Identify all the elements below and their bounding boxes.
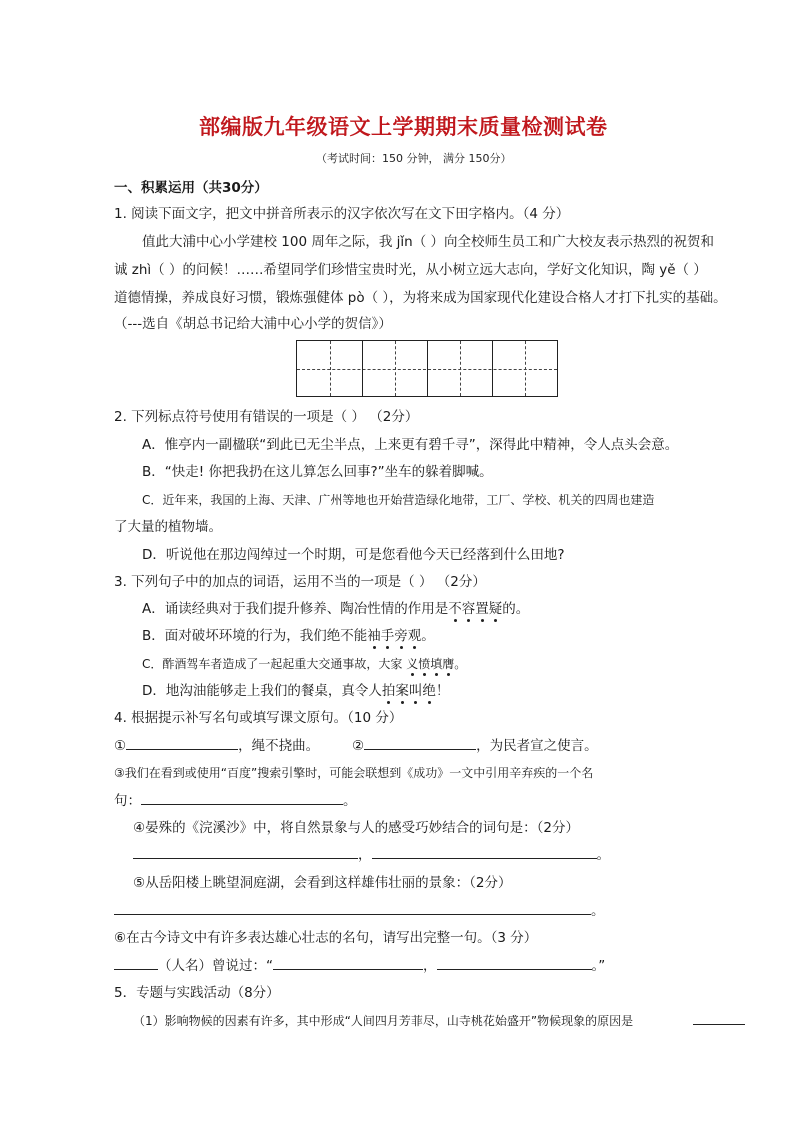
option-b: B．“快走! 你把我扔在这儿算怎么回事?”坐车的躲着脚喊。 [142, 464, 493, 480]
emphasis-char: 疑 [488, 601, 503, 617]
option-text: C．酢酒驾车者造成了一起起重大交通事故，大家 [142, 657, 407, 671]
option-text: B．面对破坏环境的行为，我们绝不能 [142, 628, 368, 644]
emphasis-char: 手 [380, 628, 395, 644]
answer-blank[interactable] [114, 902, 591, 915]
fill-line-6-answer [114, 957, 605, 975]
punctuation: ， [423, 958, 437, 974]
question-3-stem: 3. 下列句子中的加点的词语，运用不当的一项是（ ） （2分） [114, 574, 486, 590]
option-c: C．近年来，我国的上海、天津、广州等地也开始营造绿化地带，工厂、学校、机关的四周也建造 [142, 493, 655, 507]
option-text: ！ [435, 683, 450, 699]
option-text: 。 [421, 628, 435, 644]
option-a: A．惟亭内一副楹联“到此已无尘半点，上来更有碧千寻”，深得此中精神，令人点头会意。 [142, 437, 679, 453]
tianzige-answer-grid[interactable] [296, 340, 558, 397]
grid-cell[interactable] [493, 341, 557, 396]
fill-line-3: ③我们在看到或使用“百度”搜索引擎时，可能会联想到《成功》一文中引用辛弃疾的一个名 [114, 766, 594, 780]
dotted-term [367, 628, 421, 644]
prompt-text: （人名）曾说过：“ [158, 958, 273, 974]
answer-blank[interactable] [273, 957, 423, 970]
question-1-source: （---选自《胡总书记给大浦中心小学的贺信》） [114, 316, 392, 332]
prompt-text: ，绳不挠曲。 [238, 738, 320, 754]
fill-line-1 [114, 737, 319, 755]
emphasis-char: 愤 [418, 657, 431, 671]
answer-blank[interactable] [126, 737, 238, 750]
emphasis-char: 置 [475, 601, 489, 617]
punctuation: ， [358, 847, 372, 863]
grid-cell[interactable] [428, 341, 493, 396]
answer-blank[interactable] [114, 957, 158, 970]
option-c-continued: 了大量的植物墙。 [114, 519, 222, 535]
emphasis-char: 观 [407, 628, 422, 644]
fill-line-4: ④晏殊的《浣溪沙》中，将自然景象与人的感受巧妙结合的词句是：（2分） [133, 820, 579, 836]
option-b [142, 627, 435, 645]
fill-line-4-answer [133, 846, 610, 864]
exam-info: （考试时间：150 分钟， 满分 150分） [316, 152, 512, 165]
option-d [142, 682, 449, 700]
fill-line-5: ⑤从岳阳楼上眺望洞庭湖，会看到这样雄伟壮丽的景象：（2分） [133, 875, 512, 891]
grid-cell[interactable] [297, 341, 363, 396]
grid-cell[interactable] [363, 341, 428, 396]
question-1-passage-line: 诚 zhì（ ）的问候！……希望同学们珍惜宝贵时光，从小树立远大志向，学好文化知识，陶 yě（ ） [114, 262, 707, 278]
answer-blank[interactable] [372, 846, 597, 859]
emphasis-char: 袖 [367, 628, 381, 644]
option-text: 。 [454, 657, 467, 671]
punctuation: 。 [596, 847, 610, 863]
question-5-stem: 5．专题与实践活动（8分） [114, 985, 280, 1001]
answer-blank[interactable] [141, 792, 343, 805]
emphasis-char: 旁 [394, 628, 408, 644]
dotted-term [382, 683, 436, 699]
answer-blank[interactable] [693, 1024, 745, 1025]
emphasis-char: 义 [406, 657, 419, 671]
fill-line-3-answer [114, 792, 357, 810]
emphasis-char: 叫 [408, 683, 423, 699]
answer-blank[interactable] [437, 957, 592, 970]
answer-blank[interactable] [364, 737, 476, 750]
punctuation: 。 [343, 793, 357, 809]
option-d: D．听说他在那边闯绰过一个时期，可是您看他今天已经落到什么田地? [142, 547, 565, 563]
question-2-stem: 2. 下列标点符号使用有错误的一项是（ ） （2分） [114, 409, 419, 425]
question-1-passage-line: 值此大浦中心小学建校 100 周年之际，我 jǐn（ ）向全校师生员工和广大校友表示热烈的祝贺和 [142, 234, 714, 250]
question-5-part-1: （1）影响物候的因素有许多，其中形成“人间四月芳菲尽，山寺桃花始盛开”物候现象的原因是 [133, 1014, 634, 1028]
item-marker: ② [352, 738, 365, 754]
fill-line-6: ⑥在古今诗文中有许多表达雄心壮志的名句，请写出完整一句。（3 分） [114, 930, 538, 946]
emphasis-char: 绝 [422, 683, 436, 699]
punctuation: 。” [591, 958, 606, 974]
emphasis-char: 拍 [381, 683, 396, 699]
answer-blank[interactable] [133, 846, 358, 859]
option-text: D．地沟油能够走上我们的餐桌，真令人 [142, 683, 382, 699]
question-1-stem: 1. 阅读下面文字，把文中拼音所表示的汉字依次写在文下田字格内。（4 分） [114, 206, 570, 222]
emphasis-char: 不 [448, 601, 462, 617]
emphasis-char: 填 [430, 657, 443, 671]
prompt-text: 句： [114, 793, 141, 809]
prompt-text: ，为民者宣之使言。 [476, 738, 598, 754]
option-text: 的。 [502, 601, 530, 617]
question-4-stem: 4. 根据提示补写名句或填写课文原句。（10 分） [114, 710, 403, 726]
question-1-passage-line: 道德情操，养成良好习惯，锻炼强健体 pò（ ），为将来成为国家现代化建设合格人才打下扎实的基础。 [114, 290, 727, 306]
option-a [142, 600, 529, 618]
dotted-term [406, 657, 454, 671]
option-c [142, 656, 466, 672]
emphasis-char: 容 [461, 601, 476, 617]
punctuation: 。 [591, 903, 605, 919]
dotted-term [448, 601, 502, 617]
option-text: A．诵读经典对于我们提升修养、陶冶性情的作用是 [142, 601, 449, 617]
fill-line-2 [352, 737, 598, 755]
emphasis-char: 案 [395, 683, 409, 699]
page-title: 部编版九年级语文上学期期末质量检测试卷 [199, 115, 608, 139]
emphasis-char: 膺 [442, 657, 455, 671]
item-marker: ① [114, 738, 127, 754]
section-heading: 一、积累运用（共30分） [114, 180, 268, 196]
fill-line-5-answer [114, 902, 605, 920]
